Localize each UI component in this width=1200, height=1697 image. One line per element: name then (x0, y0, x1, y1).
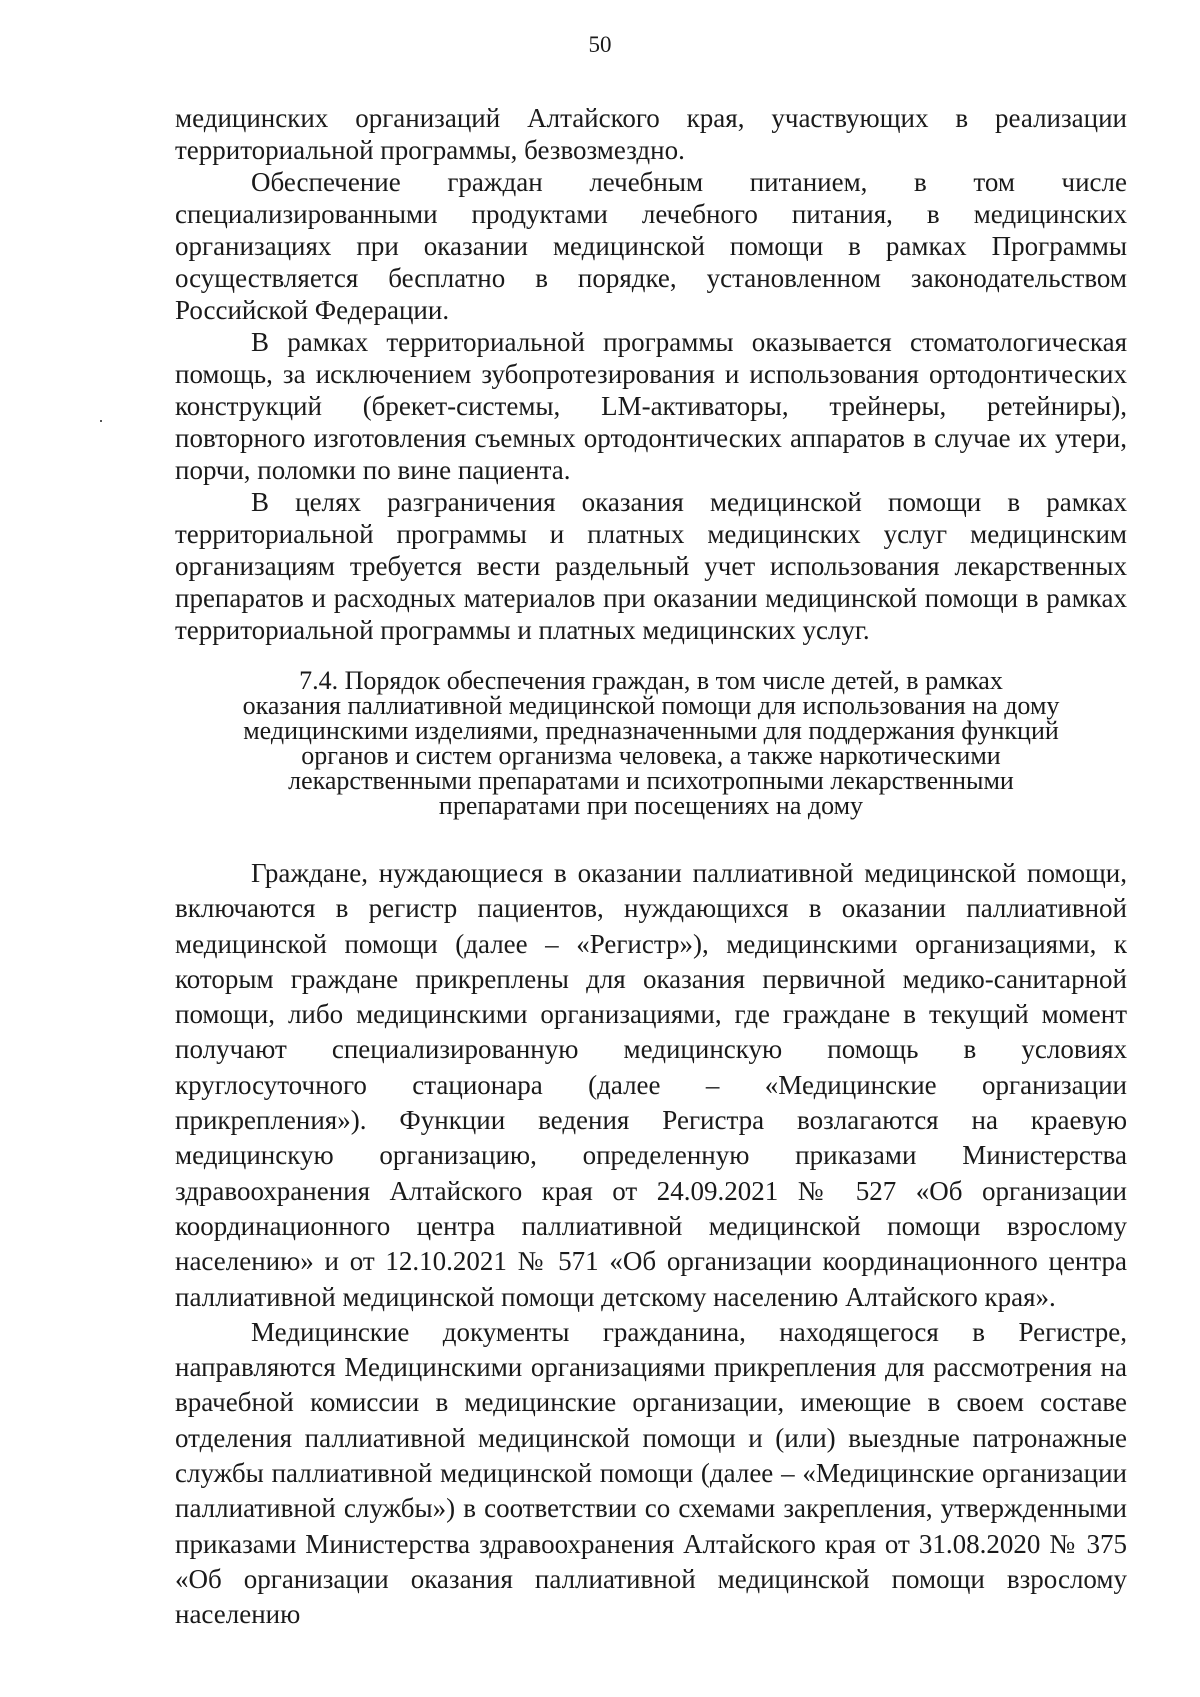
paragraph-dental: В рамках территориальной программы оказывается стоматологическая помощь, за исключением зубопротезирования и использования ортодонтических конструкций (брекет-системы, LM-активаторы, трейнеры, ретейниры), повторного изготовления съемных ортодонтических аппаратов в случае их утери, порчи, поломки по вине пациента. (175, 327, 1127, 485)
heading-line: оказания паллиативной медицинской помощи для использования на дому (242, 691, 1060, 720)
paragraph-nutrition: Обеспечение граждан лечебным питанием, в том числе специализированными продуктами лечебного питания, в медицинских организациях при оказании медицинской помощи в рамках Программы осуществляется бесплатно в порядке, установленном законодательством Российской Федерации. (175, 167, 1127, 325)
section-bottom (175, 856, 1127, 1633)
document-page (175, 102, 1127, 1633)
paragraph-documents: Медицинские документы гражданина, находящегося в Регистре, направляются Медицинскими организациями прикрепления для рассмотрения на врачебной комиссии в медицинские организации, имеющие в своем составе отделения паллиативной медицинской помощи и (или) выездные патронажные службы паллиативной медицинской помощи (далее – «Медицинские организации паллиативной службы») в соответствии со схемами закрепления, утвержденными приказами Министерства здравоохранения Алтайского края от 31.08.2020 № 375 «Об организации оказания паллиативной медицинской помощи взрослому населению (175, 1316, 1127, 1630)
heading-line: 7.4. Порядок обеспечения граждан, в том числе детей, в рамках (299, 666, 1003, 695)
heading-line: медицинскими изделиями, предназначенными для поддержания функций (243, 716, 1059, 745)
heading-line: лекарственными препаратами и психотропными лекарственными (288, 766, 1014, 795)
section-heading (201, 668, 1101, 818)
section-top (175, 102, 1127, 646)
page-number: 50 (588, 32, 612, 57)
paragraph-registry: Граждане, нуждающиеся в оказании паллиативной медицинской помощи, включаются в регистр пациентов, нуждающихся в оказании паллиативной медицинской помощи (далее – «Регистр»), медицинскими организациями, к которым граждане прикреплены для оказания первичной медико-санитарной помощи, либо медицинскими организациями, где граждане в текущий момент получают специализированную медицинскую помощь в условиях круглосуточного стационара (далее – «Медицинские организации прикрепления»). Функции ведения Регистра возлагаются на краевую медицинскую организацию, определенную приказами Министерства здравоохранения Алтайского края от 24.09.2021 № 527 «Об организации координационного центра паллиативной медицинской помощи взрослому населению» и от 12.10.2021 № 571 «Об организации координационного центра паллиативной медицинской помощи детскому населению Алтайского края». (175, 858, 1127, 1312)
paragraph-accounting: В целях разграничения оказания медицинской помощи в рамках территориальной программы и платных медицинских услуг медицинским организациям требуется вести раздельный учет использования лекарственных препаратов и расходных материалов при оказании медицинской помощи в рамках территориальной программы и платных медицинских услуг. (175, 487, 1127, 645)
heading-line: органов и систем организма человека, а также наркотическими (301, 741, 1001, 770)
paragraph-continuation: медицинских организаций Алтайского края, участвующих в реализации территориальной программы, безвозмездно. (175, 103, 1127, 165)
heading-line: препаратами при посещениях на дому (438, 791, 864, 820)
margin-mark (100, 420, 102, 422)
